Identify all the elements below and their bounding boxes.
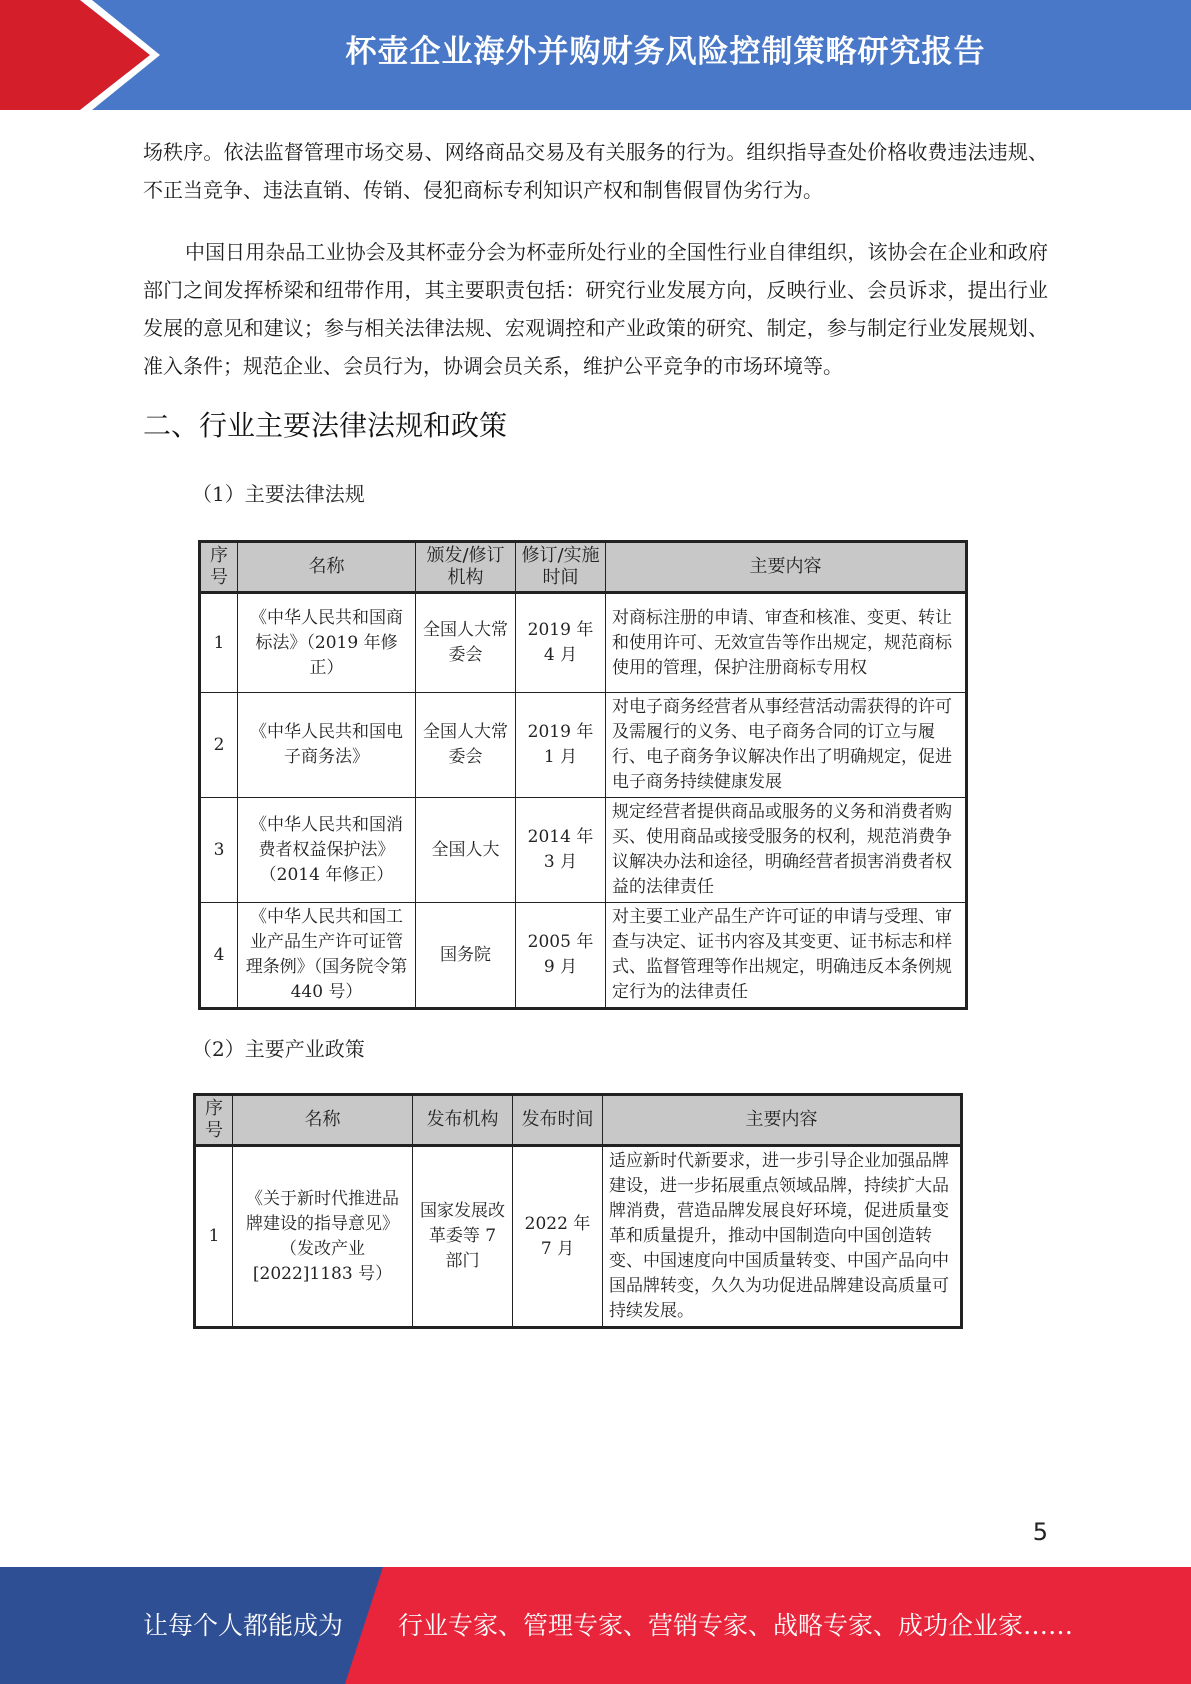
header-name: 名称 xyxy=(238,542,416,593)
header-content: 主要内容 xyxy=(603,1095,962,1146)
header-no: 序号 xyxy=(195,1095,233,1146)
table-row xyxy=(200,693,967,798)
header-name: 名称 xyxy=(233,1095,413,1146)
row-content: 对主要工业产品生产许可证的申请与受理、审查与决定、证书内容及其变更、证书标志和样式、监督管理等作出规定，明确违反本条例规定行为的法律责任 xyxy=(606,903,967,1009)
row-date: 2005 年 9 月 xyxy=(516,903,606,1009)
laws-table xyxy=(198,540,968,1010)
row-content: 适应新时代新要求，进一步引导企业加强品牌建设，进一步拓展重点领域品牌，持续扩大品牌消费，营造品牌发展良好环境，促进质量变革和质量提升，推动中国制造向中国创造转变、中国速度向中国质量转变、中国产品向中国品牌转变，久久为功促进品牌建设高质量可持续发展。 xyxy=(603,1146,962,1328)
laws-subheading: （1）主要法律法规 xyxy=(192,482,365,506)
header-date: 发布时间 xyxy=(513,1095,603,1146)
table-header-row xyxy=(200,542,967,593)
header-content: 主要内容 xyxy=(606,542,967,593)
table-row xyxy=(200,798,967,903)
section-heading: 二、行业主要法律法规和政策 xyxy=(143,409,508,442)
row-issuer: 全国人大 xyxy=(416,798,516,903)
row-no: 1 xyxy=(195,1146,233,1328)
footer-slogan-left: 让每个人都能成为 xyxy=(143,1611,344,1640)
header-arrow-graphic xyxy=(0,0,160,110)
row-content: 对商标注册的申请、审查和核准、变更、转让和使用许可、无效宣告等作出规定，规范商标使用的管理，保护注册商标专用权 xyxy=(606,593,967,693)
body-paragraph-1: 场秩序。依法监督管理市场交易、网络商品交易及有关服务的行为。组织指导查处价格收费违法违规、不正当竞争、违法直销、传销、侵犯商标专利知识产权和制售假冒伪劣行为。 xyxy=(143,140,1048,202)
header-no: 序号 xyxy=(200,542,238,593)
page-number: 5 xyxy=(1032,1518,1048,1546)
row-name: 《中华人民共和国电子商务法》 xyxy=(238,693,416,798)
page-header xyxy=(0,0,1191,110)
report-title: 杯壶企业海外并购财务风险控制策略研究报告 xyxy=(345,34,986,70)
table-row xyxy=(200,903,967,1009)
row-no: 3 xyxy=(200,798,238,903)
row-name: 《中华人民共和国工业产品生产许可证管理条例》（国务院令第 440 号） xyxy=(238,903,416,1009)
row-content: 对电子商务经营者从事经营活动需获得的许可及需履行的义务、电子商务合同的订立与履行、电子商务争议解决作出了明确规定，促进电子商务持续健康发展 xyxy=(606,693,967,798)
row-date: 2014 年 3 月 xyxy=(516,798,606,903)
footer-slogan-right: 行业专家、管理专家、营销专家、战略专家、成功企业家…… xyxy=(398,1611,1074,1640)
header-date: 修订/实施时间 xyxy=(516,542,606,593)
row-issuer: 国务院 xyxy=(416,903,516,1009)
header-issuer: 发布机构 xyxy=(413,1095,513,1146)
page-footer xyxy=(0,1567,1191,1684)
policy-subheading: （2）主要产业政策 xyxy=(192,1037,365,1061)
header-issuer: 颁发/修订机构 xyxy=(416,542,516,593)
row-issuer: 全国人大常委会 xyxy=(416,693,516,798)
body-paragraph-2: 中国日用杂品工业协会及其杯壶分会为杯壶所处行业的全国性行业自律组织，该协会在企业和政府部门之间发挥桥梁和纽带作用，其主要职责包括：研究行业发展方向，反映行业、会员诉求，提出行业发展的意见和建议；参与相关法律法规、宏观调控和产业政策的研究、制定，参与制定行业发展规划、准入条件；规范企业、会员行为，协调会员关系，维护公平竞争的市场环境等。 xyxy=(143,240,1048,378)
row-no: 2 xyxy=(200,693,238,798)
row-issuer: 全国人大常委会 xyxy=(416,593,516,693)
table-row xyxy=(200,593,967,693)
row-no: 4 xyxy=(200,903,238,1009)
row-content: 规定经营者提供商品或服务的义务和消费者购买、使用商品或接受服务的权利，规范消费争议解决办法和途径，明确经营者损害消费者权益的法律责任 xyxy=(606,798,967,903)
row-name: 《中华人民共和国商标法》（2019 年修正） xyxy=(238,593,416,693)
row-date: 2022 年 7 月 xyxy=(513,1146,603,1328)
row-date: 2019 年 1 月 xyxy=(516,693,606,798)
row-date: 2019 年 4 月 xyxy=(516,593,606,693)
policy-table xyxy=(193,1093,963,1329)
row-name: 《关于新时代推进品牌建设的指导意见》（发改产业[2022]1183 号） xyxy=(233,1146,413,1328)
row-name: 《中华人民共和国消费者权益保护法》（2014 年修正） xyxy=(238,798,416,903)
row-no: 1 xyxy=(200,593,238,693)
table-header-row xyxy=(195,1095,962,1146)
row-issuer: 国家发展改革委等 7 部门 xyxy=(413,1146,513,1328)
table-row xyxy=(195,1146,962,1328)
